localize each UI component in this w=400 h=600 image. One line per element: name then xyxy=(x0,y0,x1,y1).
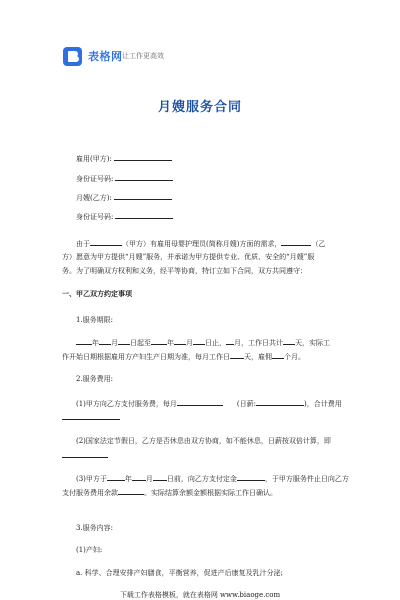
intro-line-2: 方）愿意为甲方提供“月嫂”服务，并承诺为甲方提供专业、优质、安全的“月嫂”服 xyxy=(62,253,315,261)
item-service-content: 3.服务内容: xyxy=(76,524,114,532)
footer-text: 下载工作表格模板，就在表格网 www.biaoge.com xyxy=(119,591,281,599)
fill-blank xyxy=(114,153,172,161)
field-label: 身份证号码: xyxy=(76,213,114,221)
intro-line-1: 由于 （甲方）有雇用母婴护理员(简称月嫂)方面的需求， （乙 xyxy=(76,240,326,248)
field-label: 身份证号码: xyxy=(76,175,114,183)
fill-blank xyxy=(115,211,173,219)
fill-blank xyxy=(62,412,120,420)
field-label: 雇用(甲方): xyxy=(76,155,112,163)
fill-blank xyxy=(62,450,108,458)
fill-blank xyxy=(115,173,173,181)
item-service-period: 1.服务期限: xyxy=(76,316,114,324)
fill-blank xyxy=(90,238,122,246)
fee-line-3-cont: 支付服务费用余款 。实际结算余额金额根据实际工作日确认。 xyxy=(62,489,277,497)
period-line-2: 作开始日期根据雇用方产妇生产日期为准，每月工作日 天，雇佣 个月。 xyxy=(62,353,305,361)
section-heading: 一、甲乙双方约定事项 xyxy=(62,289,132,298)
fee-line-2-blank xyxy=(62,450,108,461)
fee-line-2: (2)国家法定节假日，乙方是否休息由双方协商，如不能休息，日薪按双倍计算，即 xyxy=(76,437,331,445)
fee-line-1-total xyxy=(62,412,120,423)
period-line-1: 年 月 日起至 年 月 日止， 月，工作日共计 天，实际工 xyxy=(76,337,330,348)
fill-blank xyxy=(114,192,172,200)
fee-line-1: (1)甲方向乙方支付服务费，每月 (日薪: )，合计费用 xyxy=(76,400,342,408)
field-employer xyxy=(76,153,172,164)
brand-name: 表格网 xyxy=(88,50,123,63)
item-service-fee: 2.服务费用: xyxy=(76,375,114,383)
sub-item-a: a. 科学、合理安排产妇膳食，平衡营养，促进产后康复及乳汁分泌; xyxy=(76,569,283,577)
intro-line-3: 务。为了明确双方权利和义务，经平等协商，特订立如下合同，双方共同遵守： xyxy=(62,267,307,275)
field-label: 月嫂(乙方): xyxy=(76,194,112,202)
fill-blank xyxy=(281,238,311,246)
document-title: 月嫂服务合同 xyxy=(157,100,242,115)
sub-item-mother: (1)产妇: xyxy=(76,546,103,554)
field-employer-id xyxy=(76,173,173,184)
field-nanny-id xyxy=(76,211,173,222)
field-nanny xyxy=(76,192,172,203)
brand-logo-icon xyxy=(63,47,82,66)
fee-line-3: (3)甲方于 年 月 日前，向乙方支付定金 ，于甲方服务件止日向乙方 xyxy=(76,475,349,483)
brand-slogan: 让工作更高效 xyxy=(122,52,164,60)
